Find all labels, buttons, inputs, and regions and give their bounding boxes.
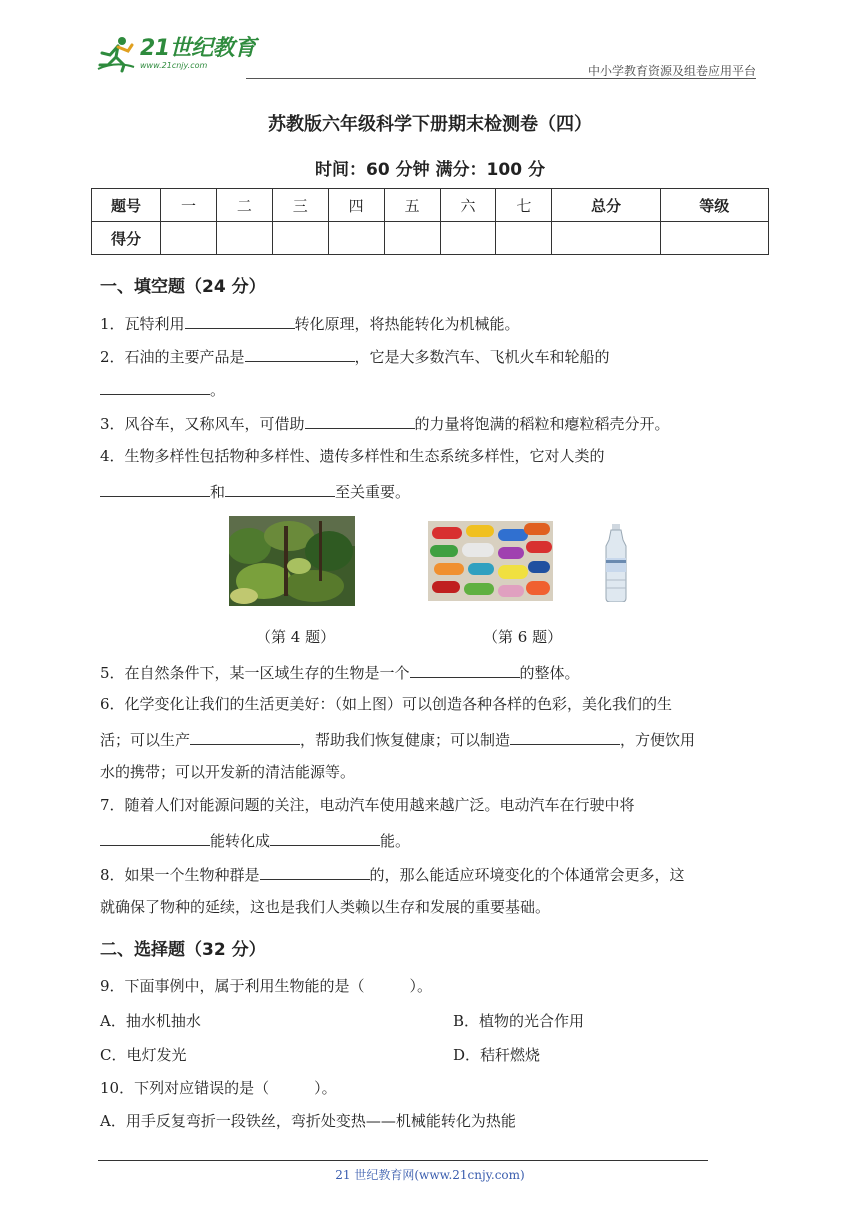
- score-header-cell: 七: [496, 189, 552, 222]
- answer-blank[interactable]: [100, 378, 210, 395]
- answer-blank[interactable]: [100, 480, 210, 497]
- score-header-cell: 五: [384, 189, 440, 222]
- question-3: [100, 412, 765, 434]
- pills-image: [428, 521, 553, 601]
- score-header-cell: 六: [440, 189, 496, 222]
- question-8: [100, 863, 765, 885]
- q3-text-b: 的力量将饱满的稻粒和瘪粒稻壳分开。: [414, 415, 670, 433]
- runner-logo-icon: [96, 35, 136, 73]
- answer-blank[interactable]: [305, 412, 415, 429]
- question-2: [100, 345, 765, 367]
- score-header-cell: 二: [216, 189, 272, 222]
- answer-blank[interactable]: [100, 829, 210, 846]
- q8-text-b: 的，那么能适应环境变化的个体通常会更多，这: [369, 866, 685, 884]
- footer-divider: [98, 1160, 708, 1161]
- question-1: [100, 312, 765, 334]
- score-cell[interactable]: [660, 222, 768, 255]
- score-cell[interactable]: [328, 222, 384, 255]
- exam-title: 苏教版六年级科学下册期末检测卷（四）: [268, 114, 592, 135]
- page-header: [96, 34, 756, 78]
- question-8-cont: [100, 897, 765, 917]
- score-header-cell: 总分: [552, 189, 660, 222]
- score-table-row: [92, 222, 769, 255]
- q2-text-b: ，它是大多数汽车、飞机火车和轮船的: [354, 348, 610, 366]
- question-2-cont: [100, 378, 765, 400]
- section-fill-blank-title: 一、填空题（24 分）: [100, 277, 266, 297]
- question-5: [100, 661, 765, 683]
- question-7: [100, 795, 765, 815]
- q10-option-a[interactable]: A．用手反复弯折一段铁丝，弯折处变热——机械能转化为热能: [100, 1112, 516, 1130]
- question-10: 10．下列对应错误的是（ ）。: [100, 1079, 337, 1097]
- q1-text-b: 转化原理，将热能转化为机械能。: [294, 315, 520, 333]
- q1-text-a: 1．瓦特利用: [100, 315, 185, 333]
- q7-text-a: 7．随着人们对能源问题的关注，电动汽车使用越来越广泛。电动汽车在行驶中将: [100, 796, 635, 814]
- q2-text-c: 。: [210, 381, 226, 399]
- q6-text-a: 6．化学变化让我们的生活更美好：（如上图）可以创造各种各样的色彩，美化我们的生: [100, 695, 673, 713]
- answer-blank[interactable]: [260, 863, 370, 880]
- water-bottle-image: [600, 524, 632, 602]
- score-cell[interactable]: [161, 222, 217, 255]
- q8-text-a: 8．如果一个生物种群是: [100, 866, 260, 884]
- score-header-cell: 等级: [660, 189, 768, 222]
- score-cell[interactable]: [440, 222, 496, 255]
- q8-text-c: 就确保了物种的延续，这也是我们人类赖以生存和发展的重要基础。: [100, 898, 551, 916]
- caption-q4: （第 4 题）: [256, 628, 336, 646]
- question-7-cont: [100, 829, 765, 851]
- q9-option-a[interactable]: A．抽水机抽水: [100, 1012, 201, 1030]
- question-6-cont2: [100, 762, 765, 782]
- q4-text-a: 4．生物多样性包括物种多样性、遗传多样性和生态系统多样性，它对人类的: [100, 447, 605, 465]
- logo-url: www.21cnjy.com: [140, 61, 208, 70]
- score-cell[interactable]: [552, 222, 660, 255]
- score-header-cell: 一: [161, 189, 217, 222]
- caption-q6: （第 6 题）: [483, 628, 563, 646]
- logo-title: 21世纪教育: [140, 36, 256, 61]
- score-row-label: 得分: [92, 222, 161, 255]
- q6-text-d: ，方便饮用: [620, 731, 696, 749]
- q4-text-c: 至关重要。: [335, 483, 411, 501]
- score-table: [91, 188, 769, 255]
- score-header-cell: 四: [328, 189, 384, 222]
- score-cell[interactable]: [216, 222, 272, 255]
- site-logo[interactable]: [96, 34, 256, 74]
- answer-blank[interactable]: [225, 480, 335, 497]
- score-cell[interactable]: [272, 222, 328, 255]
- answer-blank[interactable]: [410, 661, 520, 678]
- question-4: [100, 446, 765, 466]
- score-cell[interactable]: [384, 222, 440, 255]
- q6-text-c: ，帮助我们恢复健康；可以制造: [300, 731, 511, 749]
- section-choice-title: 二、选择题（32 分）: [100, 940, 266, 960]
- platform-label: 中小学教育资源及组卷应用平台: [587, 64, 756, 78]
- q5-text-a: 5．在自然条件下，某一区域生存的生物是一个: [100, 664, 410, 682]
- q9-option-c[interactable]: C．电灯发光: [100, 1046, 187, 1064]
- q5-text-b: 的整体。: [519, 664, 580, 682]
- q9-option-b[interactable]: B．植物的光合作用: [453, 1012, 585, 1030]
- rainforest-image: [229, 516, 355, 606]
- q7-text-c: 能。: [380, 832, 411, 850]
- score-header-cell: 三: [272, 189, 328, 222]
- q4-text-b: 和: [210, 483, 226, 501]
- answer-blank[interactable]: [190, 728, 300, 745]
- q9-option-d[interactable]: D．秸秆燃烧: [453, 1046, 541, 1064]
- question-6: [100, 694, 765, 714]
- q2-text-a: 2．石油的主要产品是: [100, 348, 245, 366]
- header-divider: [246, 78, 756, 79]
- score-header-cell: 题号: [92, 189, 161, 222]
- q7-text-b: 能转化成: [210, 832, 271, 850]
- question-6-cont: [100, 728, 765, 750]
- answer-blank[interactable]: [185, 312, 295, 329]
- score-table-header-row: [92, 189, 769, 222]
- q6-text-b: 活；可以生产: [100, 731, 191, 749]
- question-4-cont: [100, 480, 765, 502]
- question-9: 9．下面事例中，属于利用生物能的是（ ）。: [100, 977, 433, 995]
- q6-text-e: 水的携带；可以开发新的清洁能源等。: [100, 763, 356, 781]
- score-cell[interactable]: [496, 222, 552, 255]
- answer-blank[interactable]: [270, 829, 380, 846]
- exam-subtitle: 时间：60 分钟 满分：100 分: [315, 160, 545, 180]
- footer-link[interactable]: 21 世纪教育网(www.21cnjy.com): [335, 1168, 525, 1182]
- answer-blank[interactable]: [510, 728, 620, 745]
- answer-blank[interactable]: [245, 345, 355, 362]
- q3-text-a: 3．风谷车，又称风车，可借助: [100, 415, 305, 433]
